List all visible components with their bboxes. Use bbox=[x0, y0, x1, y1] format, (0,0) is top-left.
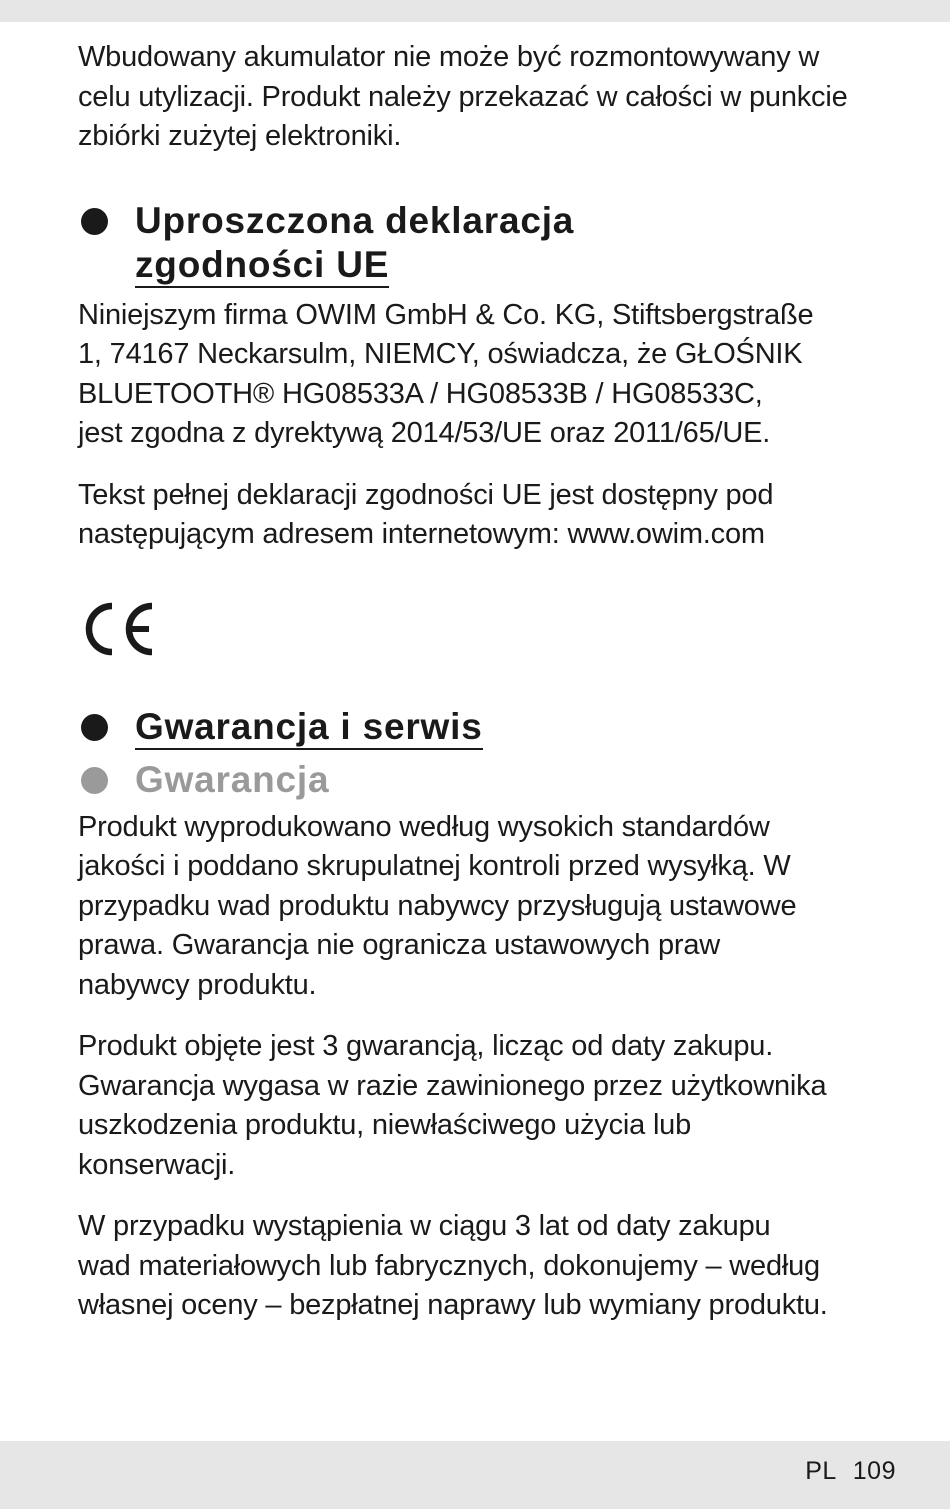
page-number: 109 bbox=[852, 1457, 896, 1485]
declaration-url-paragraph: Tekst pełnej deklaracji zgodności UE jest dostępny pod następującym adresem internetowym: www.owim.com bbox=[78, 478, 774, 550]
warranty-subheading-text: Gwarancja bbox=[135, 758, 330, 800]
bullet-icon bbox=[81, 767, 108, 794]
ce-mark-icon bbox=[78, 599, 910, 659]
language-code: PL bbox=[805, 1457, 837, 1485]
warranty-paragraph-3: W przypadku wystąpienia w ciągu 3 lat od daty zakupu wad materiałowych lub fabrycznych, dokonujemy – według własnej oceny – bezpłatnej naprawy lub wymiany produktu. bbox=[78, 1210, 828, 1321]
declaration-heading bbox=[78, 199, 910, 288]
warranty-subheading bbox=[78, 758, 910, 802]
bullet-icon bbox=[81, 208, 108, 235]
declaration-paragraph: Niniejszym firma OWIM GmbH & Co. KG, Stiftsbergstraße 1, 74167 Neckarsulm, NIEMCY, oświadcza, że GŁOŚNIK BLUETOOTH® HG08533A / HG08533B / HG08533C, jest zgodna z dyrektywą 2014/53/UE oraz 2011/65/UE. bbox=[78, 298, 814, 449]
warranty-paragraph-1: Produkt wyprodukowano według wysokich standardów jakości i poddano skrupulatnej kontroli przed wysyłką. W przypadku wad produktu nabywcy przysługują ustawowe prawa. Gwarancja nie ogranicza ustawowych praw nabywcy produktu. bbox=[78, 810, 797, 1001]
bullet-icon bbox=[81, 714, 108, 741]
page-footer bbox=[805, 1457, 896, 1486]
warranty-service-heading bbox=[78, 705, 910, 750]
top-band bbox=[0, 0, 950, 22]
declaration-heading-line1: Uproszczona deklaracja bbox=[135, 199, 575, 241]
declaration-heading-line2: zgodności UE bbox=[135, 244, 389, 288]
warranty-service-heading-text: Gwarancja i serwis bbox=[135, 706, 483, 750]
warranty-paragraph-2: Produkt objęte jest 3 gwarancją, licząc od daty zakupu. Gwarancja wygasa w razie zawinionego przez użytkownika uszkodzenia produktu, niewłaściwego użycia lub konserwacji. bbox=[78, 1030, 827, 1181]
intro-paragraph: Wbudowany akumulator nie może być rozmontowywany w celu utylizacji. Produkt należy przekazać w całości w punkcie zbiórki zużytej elektroniki. bbox=[78, 41, 848, 152]
page-content bbox=[78, 38, 910, 1326]
